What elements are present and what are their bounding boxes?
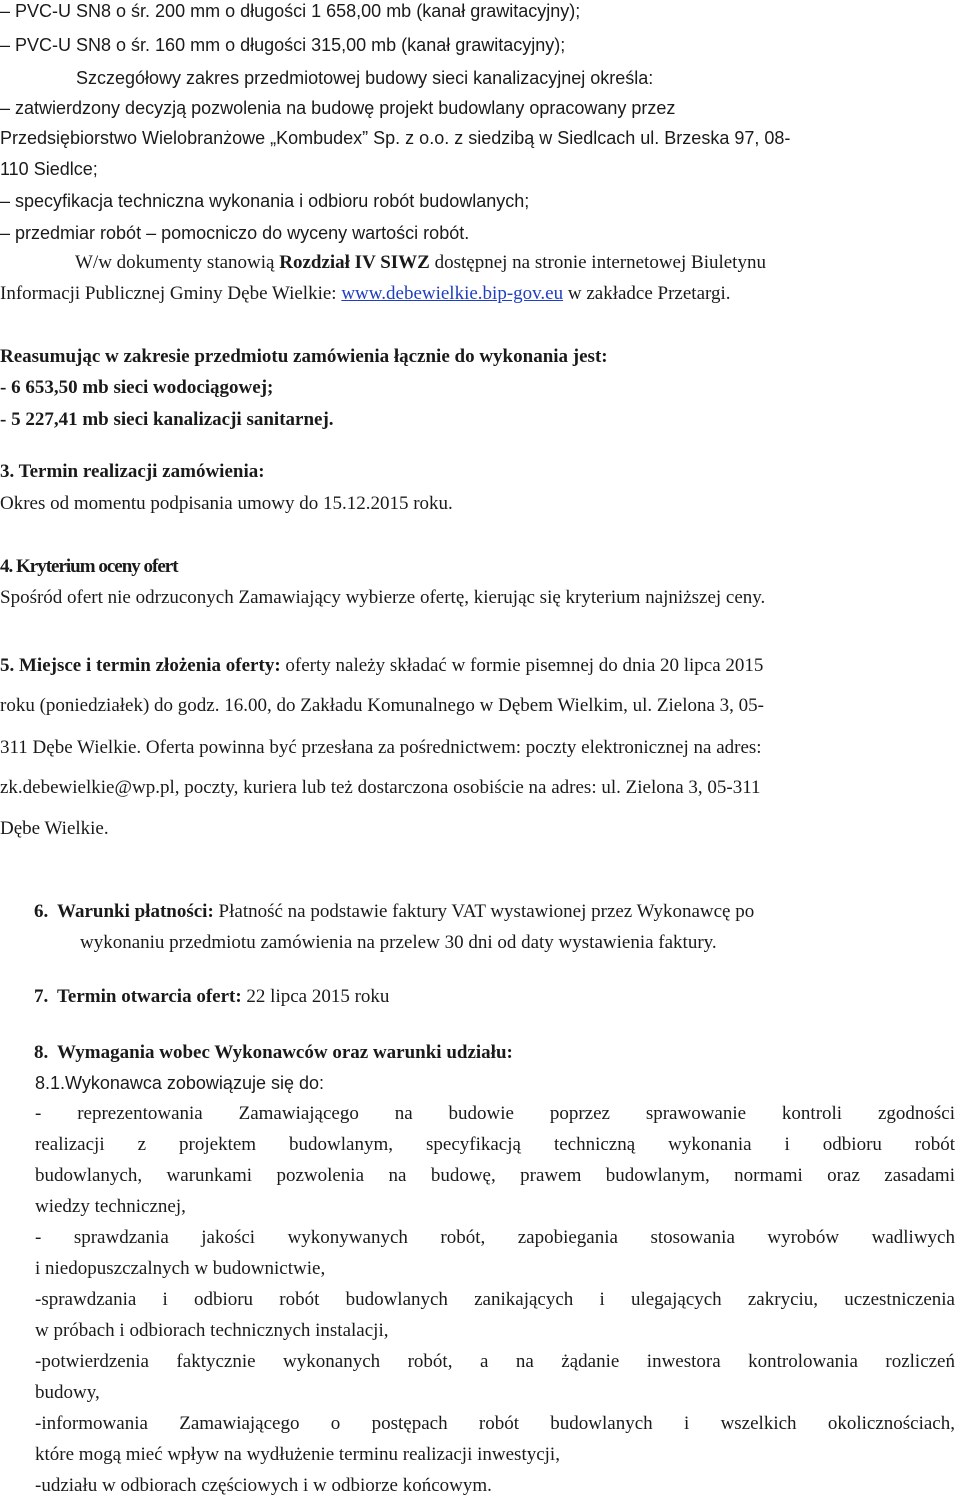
section-7-number: 7. — [34, 986, 49, 1007]
company-line: Przedsiębiorstwo Wielobranżowe „Kombudex” Sp. z o.o. z siedzibą w Siedlcach ul. Brzeska 97, 08- — [0, 128, 791, 148]
section-8-1-heading: 8.1.Wykonawca zobowiązuje się do: — [35, 1073, 324, 1093]
section-6-line-1 — [57, 901, 754, 923]
section-6-title: Warunki płatności: — [57, 901, 214, 922]
section-6-text: Płatność na podstawie faktury VAT wystawionej przez Wykonawcę po — [213, 901, 755, 922]
bip-link[interactable]: www.debewielkie.bip-gov.eu — [341, 283, 564, 304]
scope-intro: Szczegółowy zakres przedmiotowej budowy sieci kanalizacyjnej określa: — [76, 68, 654, 88]
section-6-number: 6. — [34, 901, 49, 922]
duty-line-13: -udziału w odbiorach częściowych i w odbiorze końcowym. — [35, 1475, 492, 1496]
section-8-title: Wymagania wobec Wykonawców oraz warunki udziału: — [57, 1042, 513, 1063]
section-7-date: 22 lipca 2015 roku — [241, 986, 390, 1007]
bip-tab-text: w zakładce Przetargi. — [563, 283, 731, 304]
section-7-title: Termin otwarcia ofert: — [57, 986, 242, 1007]
bill-line: – przedmiar robót – pomocniczo do wyceny wartości robót. — [0, 223, 470, 243]
summary-sewer: - 5 227,41 mb sieci kanalizacji sanitarnej. — [0, 409, 334, 430]
duty-line-8: w próbach i odbiorach technicznych instalacji, — [35, 1320, 389, 1341]
duty-line-2: realizacji z projektem budowlanym, specyfikacją techniczną wykonania i odbioru robót — [35, 1134, 955, 1155]
duty-line-4: wiedzy technicznej, — [35, 1196, 186, 1217]
city-line: 110 Siedlce; — [0, 159, 98, 179]
chapter-ref: Rozdział IV SIWZ — [279, 252, 430, 273]
section-5-line-3: 311 Dębe Wielkie. Oferta powinna być przesłana za pośrednictwem: poczty elektronicznej na adres: — [0, 737, 762, 758]
spec-line: – specyfikacja techniczna wykonania i odbioru robót budowlanych; — [0, 191, 530, 211]
project-line: – zatwierdzony decyzją pozwolenia na budowę projekt budowlany opracowany przez — [0, 98, 676, 118]
section-5-line-4: zk.debewielkie@wp.pl, poczty, kuriera lub też dostarczona osobiście na adres: ul. Zielona 3, 05-311 — [0, 777, 761, 798]
section-4-text: Spośród ofert nie odrzuconych Zamawiający wybierze ofertę, kierując się kryterium najniższej ceny. — [0, 587, 766, 608]
duty-line-10: budowy, — [35, 1382, 100, 1403]
section-4-title: 4. Kryterium oceny ofert — [0, 556, 178, 577]
documents-line — [75, 252, 766, 274]
duty-line-12: które mogą mieć wpływ na wydłużenie terminu realizacji inwestycji, — [35, 1444, 560, 1465]
summary-heading: Reasumując w zakresie przedmiotu zamówienia łącznie do wykonania jest: — [0, 346, 608, 367]
section-5-title: 5. Miejsce i termin złożenia oferty: — [0, 655, 281, 676]
duty-line-6: i niedopuszczalnych w budownictwie, — [35, 1258, 326, 1279]
section-5-line-5: Dębe Wielkie. — [0, 818, 109, 839]
section-5-text: oferty należy składać w formie pisemnej do dnia 20 lipca 2015 — [280, 655, 764, 676]
section-8-number: 8. — [34, 1042, 49, 1063]
section-3-title: 3. Termin realizacji zamówienia: — [0, 461, 265, 482]
bip-text: Informacji Publicznej Gminy Dębe Wielkie: — [0, 283, 342, 304]
section-6-line-2: wykonaniu przedmiotu zamówienia na przelew 30 dni od daty wystawienia faktury. — [80, 932, 717, 953]
duty-line-11: -informowania Zamawiającego o postępach robót budowlanych i wszelkich okolicznościach, — [35, 1413, 955, 1434]
summary-water: - 6 653,50 mb sieci wodociągowej; — [0, 377, 274, 398]
section-7-line — [57, 986, 389, 1008]
duty-line-1: - reprezentowania Zamawiającego na budowie poprzez sprawowanie kontroli zgodności — [35, 1103, 955, 1124]
section-5-line-2: roku (poniedziałek) do godz. 16.00, do Zakładu Komunalnego w Dębem Wielkim, ul. Zielona 3, 05- — [0, 695, 764, 716]
section-3-text: Okres od momentu podpisania umowy do 15.12.2015 roku. — [0, 493, 453, 514]
documents-text-end: dostępnej na stronie internetowej Biuletynu — [429, 252, 766, 273]
section-5-line-1 — [0, 655, 763, 677]
duty-line-9: -potwierdzenia faktycznie wykonanych robót, a na żądanie inwestora kontrolowania rozliczeń — [35, 1351, 955, 1372]
documents-text: W/w dokumenty stanowią — [75, 252, 280, 273]
duty-line-5: - sprawdzania jakości wykonywanych robót, zapobiegania stosowania wyrobów wadliwych — [35, 1227, 955, 1248]
duty-line-3: budowlanych, warunkami pozwolenia na budowę, prawem budowlanym, normami oraz zasadami — [35, 1165, 955, 1186]
bip-line — [0, 283, 731, 305]
duty-line-7: -sprawdzania i odbioru robót budowlanych zanikających i ulegających zakryciu, uczestniczenia — [35, 1289, 955, 1310]
pipe-line-200: – PVC-U SN8 o śr. 200 mm o długości 1 658,00 mb (kanał grawitacyjny); — [0, 1, 581, 21]
pipe-line-160: – PVC-U SN8 o śr. 160 mm o długości 315,00 mb (kanał grawitacyjny); — [0, 35, 566, 55]
